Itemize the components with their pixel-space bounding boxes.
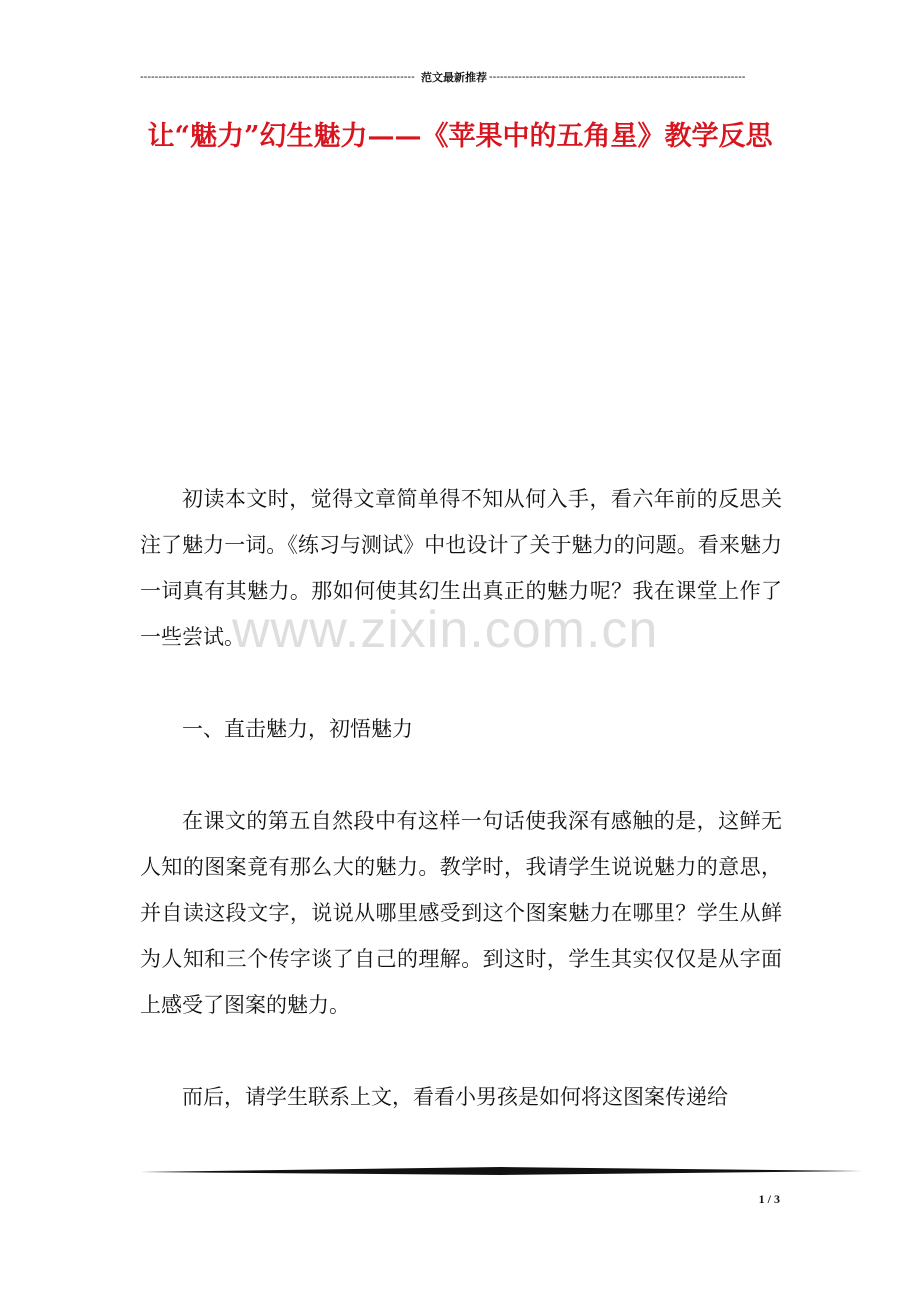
paragraph-intro: 初读本文时，觉得文章简单得不知从何入手，看六年前的反思关注了魅力一词。《练习与测试》中也设计了关于魅力的问题。看来魅力一词真有其魅力。那如何使其幻生出真正的魅力呢？我在课堂上作了一些尝试。	[140, 487, 782, 649]
page-number: 1 / 3	[758, 1192, 780, 1206]
paragraph-body: 在课文的第五自然段中有这样一句话使我深有感触的是，这鲜无人知的图案竟有那么大的魅力。教学时，我请学生说说魅力的意思，并自读这段文字，说说从哪里感受到这个图案魅力在哪里？学生从鲜为人知和三个传字谈了自己的理解。到这时，学生其实仅仅是从字面上感受了图案的魅力。	[140, 809, 782, 1017]
document-title: 让“魅力”幻生魅力——《苹果中的五角星》教学反思	[147, 121, 773, 152]
section-heading: 一、直击魅力，初悟魅力	[182, 717, 413, 741]
paragraph-gap	[140, 752, 782, 798]
page-header	[140, 68, 768, 86]
paragraph-gap	[140, 660, 782, 706]
header-label: 范文最新推荐	[421, 72, 487, 84]
header-dashes-right: ----------------------------------------------------------------------	[489, 71, 746, 83]
paragraph-gap	[140, 1028, 782, 1074]
document-body	[140, 476, 782, 1120]
paragraph-continued: 而后，请学生联系上文，看看小男孩是如何将这图案传递给	[182, 1085, 728, 1109]
header-dashes-left: ---------------------------------------------------------------------------	[140, 71, 415, 83]
watermark-text: www.zixin.com.cn	[232, 601, 659, 659]
footer-divider	[140, 1166, 862, 1176]
